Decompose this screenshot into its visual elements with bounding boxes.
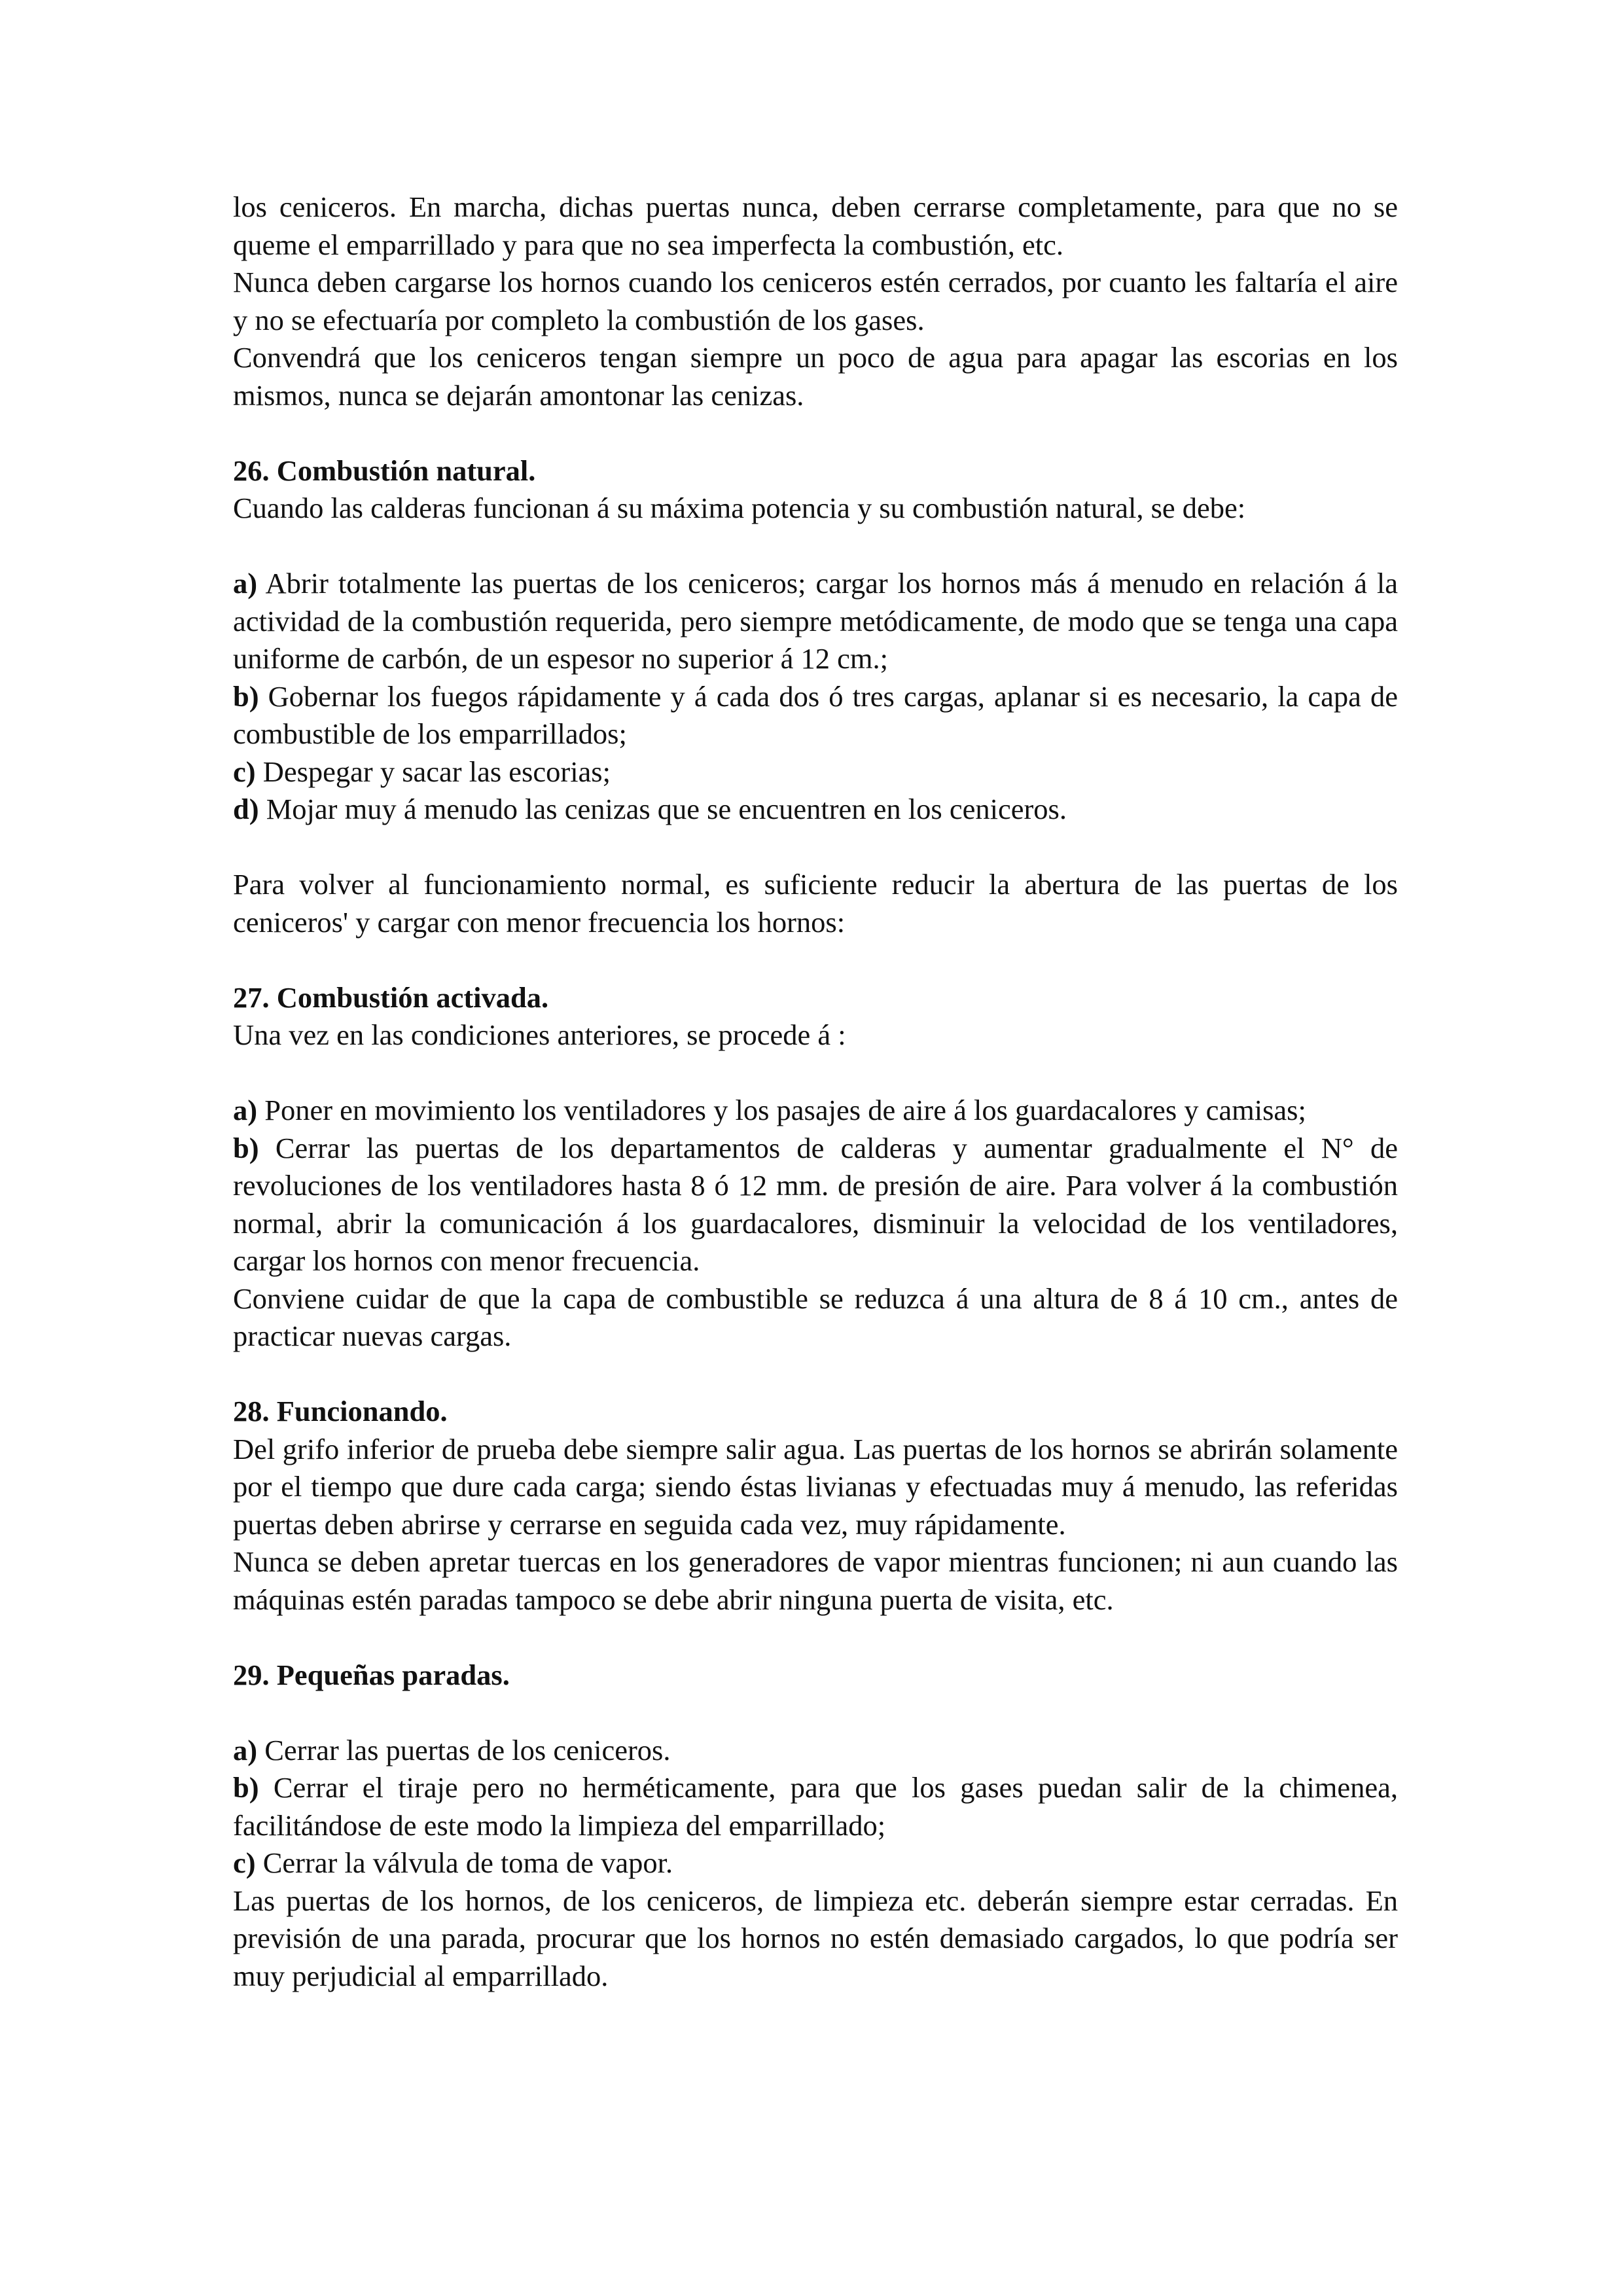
spacer xyxy=(233,941,1398,979)
section-26-heading: 26. Combustión natural. xyxy=(233,454,536,487)
spacer xyxy=(233,829,1398,867)
item-text: Cerrar las puertas de los departamentos de calderas y aumentar gradualmente el N° de revoluciones de los ventiladores hasta 8 ó 12 mm. de presión de aire. Para volver á la combustión normal, abrir la comunicación á los guardacalores, disminuir la velocidad de los ventiladores, cargar los hornos con menor frecuencia. xyxy=(233,1131,1398,1277)
item-label: c) xyxy=(233,755,256,788)
item-label: a) xyxy=(233,567,258,600)
item-text: Cerrar las puertas de los ceniceros. xyxy=(257,1733,671,1767)
spacer xyxy=(233,1355,1398,1393)
spacer xyxy=(233,1694,1398,1732)
section-26-item-c xyxy=(233,753,1398,791)
item-text: Poner en movimiento los ventiladores y los pasajes de aire á los guardacalores y camisas; xyxy=(257,1094,1306,1126)
section-27-lead: Una vez en las condiciones anteriores, se procede á : xyxy=(233,1018,846,1051)
section-26-lead: Cuando las calderas funcionan á su máxima potencia y su combustión natural, se debe: xyxy=(233,492,1246,524)
section-28-paragraph-2: Nunca se deben apretar tuercas en los generadores de vapor mientras funcionen; ni aun cuando las máquinas estén paradas tampoco se debe abrir ninguna puerta de visita, etc. xyxy=(233,1545,1398,1616)
item-text: Cerrar la válvula de toma de vapor. xyxy=(255,1846,673,1879)
section-29-heading: 29. Pequeñas paradas. xyxy=(233,1658,510,1691)
section-29-item-a xyxy=(233,1732,1398,1770)
document-page xyxy=(233,188,1398,1995)
item-label: d) xyxy=(233,793,259,825)
section-26-item-a xyxy=(233,565,1398,678)
section-27-closing: Conviene cuidar de que la capa de combustible se reduzca á una altura de 8 á 10 cm., antes de practicar nuevas cargas. xyxy=(233,1282,1398,1352)
section-28-heading: 28. Funcionando. xyxy=(233,1395,448,1427)
item-label: a) xyxy=(233,1094,258,1126)
spacer xyxy=(233,1054,1398,1092)
item-text: Cerrar el tiraje pero no herméticamente, para que los gases puedan salir de la chimenea, facilitándose de este modo la limpieza del emparrillado; xyxy=(233,1771,1398,1842)
spacer xyxy=(233,1619,1398,1657)
item-label: b) xyxy=(233,679,259,713)
item-label: c) xyxy=(233,1846,256,1879)
section-26-item-b xyxy=(233,678,1398,753)
section-27-item-b xyxy=(233,1130,1398,1280)
section-27-heading: 27. Combustión activada. xyxy=(233,980,549,1014)
intro-paragraph-1: los ceniceros. En marcha, dichas puertas nunca, deben cerrarse completamente, para que no se queme el emparrillado y para que no sea imperfecta la combustión, etc. xyxy=(233,190,1398,261)
section-28-paragraph-1: Del grifo inferior de prueba debe siempre salir agua. Las puertas de los hornos se abrirán solamente por el tiempo que dure cada carga; siendo éstas livianas y efectuadas muy á menudo, las referidas puertas deben abrirse y cerrarse en seguida cada vez, muy rápidamente. xyxy=(233,1432,1398,1541)
item-label: b) xyxy=(233,1131,259,1164)
intro-paragraph-2: Nunca deben cargarse los hornos cuando los ceniceros estén cerrados, por cuanto les faltaría el aire y no se efectuaría por completo la combustión de los gases. xyxy=(233,266,1398,336)
section-29-closing: Las puertas de los hornos, de los ceniceros, de limpieza etc. deberán siempre estar cerradas. En previsión de una parada, procurar que los hornos no estén demasiado cargados, lo que podría ser muy perjudicial al emparrillado. xyxy=(233,1884,1398,1992)
item-text: Despegar y sacar las escorias; xyxy=(255,755,611,788)
section-29-item-c xyxy=(233,1844,1398,1882)
section-26-closing: Para volver al funcionamiento normal, es suficiente reducir la abertura de las puertas de los ceniceros' y cargar con menor frecuencia los hornos: xyxy=(233,868,1398,939)
spacer xyxy=(233,528,1398,565)
section-26-item-d xyxy=(233,791,1398,829)
item-text: Abrir totalmente las puertas de los ceniceros; cargar los hornos más á menudo en relación á la actividad de la combustión requerida, pero siempre metódicamente, de modo que se tenga una capa uniforme de carbón, de un espesor no superior á 12 cm.; xyxy=(233,567,1398,675)
section-27-item-a xyxy=(233,1092,1398,1130)
intro-paragraph-3: Convendrá que los ceniceros tengan siempre un poco de agua para apagar las escorias en los mismos, nunca se dejarán amontonar las cenizas. xyxy=(233,341,1398,412)
item-label: b) xyxy=(233,1771,259,1804)
item-label: a) xyxy=(233,1733,258,1767)
spacer xyxy=(233,414,1398,452)
item-text: Gobernar los fuegos rápidamente y á cada dos ó tres cargas, aplanar si es necesario, la capa de combustible de los emparrillados; xyxy=(233,679,1398,750)
section-29-item-b xyxy=(233,1769,1398,1844)
item-text: Mojar muy á menudo las cenizas que se encuentren en los ceniceros. xyxy=(259,793,1067,825)
